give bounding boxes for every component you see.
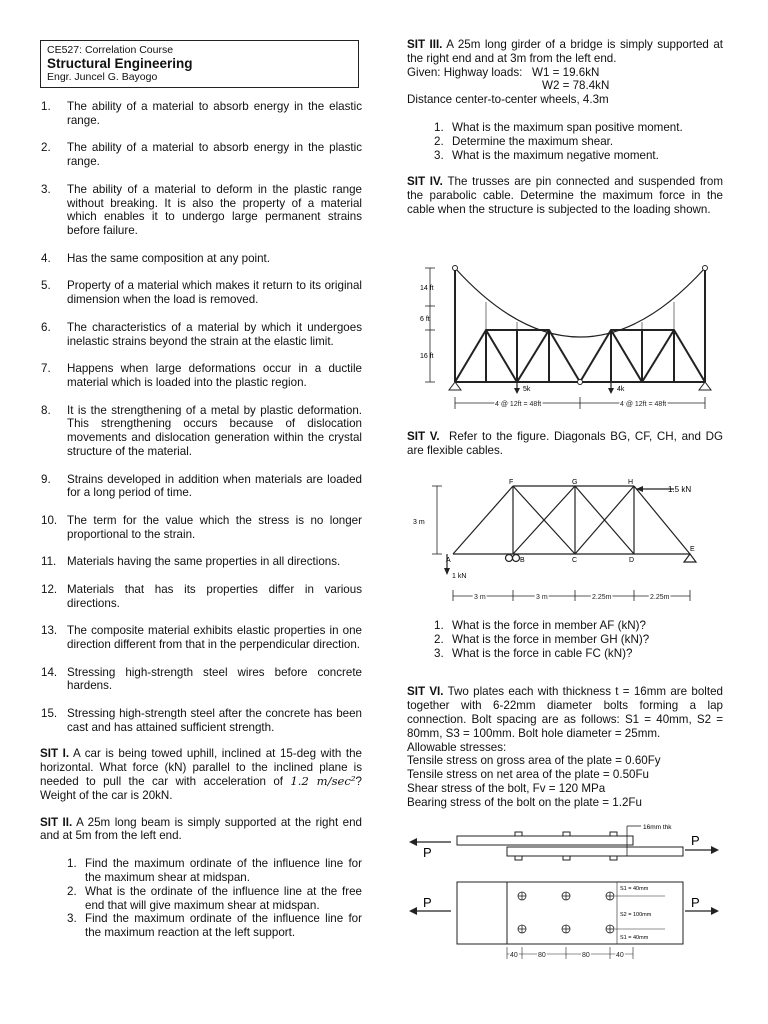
sit5-subquestions	[407, 619, 723, 660]
sub-question: 2. Determine the maximum shear.	[434, 134, 614, 148]
sit2-problem: SIT II. A 25m long beam is simply supported at the right end and at 5m from the left end.	[40, 815, 362, 843]
sit4-problem: SIT IV. The trusses are pin connected and suspended from the parabolic cable. Determine the maximum force in the cable when the structure is subjected to the loading shown.	[407, 175, 724, 216]
sit3-subquestions	[407, 121, 723, 162]
question-item: 6. The characteristics of a material by which it undergoes inelastic strains beyond the strain at the elastic limit.	[41, 320, 362, 348]
load-4k: 4k	[617, 386, 625, 393]
dim-2-25m-1: 2.25m	[592, 594, 612, 601]
bolt-dim-40-right: 40	[616, 952, 624, 959]
course-title: Structural Engineering	[47, 56, 193, 71]
sit4-figure	[410, 256, 720, 416]
question-item: 15. Stressing high-strength steel after the concrete has been cast and has attained sufficient strength.	[41, 707, 362, 734]
sit1-problem: SIT I. A car is being towed uphill, inclined at 15-deg with the horizontal. What force (kN) parallel to the inclined plane is needed to pull the car with acceleration of 1.2 m/sec²? Weight of the car is 20kN.	[40, 747, 362, 802]
load-P-side-left: P	[423, 845, 432, 860]
question-item: 12. Materials that has its properties differ in various directions.	[41, 582, 362, 610]
sit5-figure	[410, 476, 720, 606]
sit3-w2: W2 = 78.4kN	[542, 79, 610, 93]
question-item: 4. Has the same composition at any point.	[41, 251, 270, 265]
sit3-problem: SIT III. A 25m long girder of a bridge is simply supported at the right end and at 3m from the left end.	[407, 38, 723, 65]
bolt-dim-80-1: 80	[538, 952, 546, 959]
load-P-plan-left: P	[423, 895, 432, 910]
dim-14ft: 14 ft	[420, 285, 434, 292]
dim-2-25m-2: 2.25m	[650, 594, 670, 601]
sit5-problem: SIT V. Refer to the figure. Diagonals BG, CF, CH, and DG are flexible cables.	[407, 430, 723, 457]
sub-question: 2. What is the force in member GH (kN)?	[434, 632, 650, 646]
node-D: D	[629, 557, 635, 564]
question-item: 2. The ability of a material to absorb energy in the plastic range.	[41, 141, 362, 169]
question-item: 3. The ability of a material to deform in the plastic range without breaking. It is also the property of a material which enables it to undergo large permanent strains before failure.	[41, 182, 362, 238]
sit3-distance: Distance center-to-center wheels, 4.3m	[407, 93, 609, 107]
question-item: 9. Strains developed in addition when materials are loaded for a long period of time.	[41, 472, 362, 500]
sub-question: 2. What is the ordinate of the influence line at the free end that will give maximum shear at midspan.	[67, 884, 362, 912]
left-column	[40, 40, 362, 940]
question-list	[40, 100, 362, 735]
height-3m: 3 m	[413, 519, 425, 526]
sit6-problem: SIT VI. Two plates each with thickness t = 16mm are bolted together with 6-22mm diameter bolts forming a lap connection. Bolt spacing are as follows: S1 = 40mm, S2 = 80mm, S3 = 100mm. Bolt hole diameter = 25mm.	[407, 685, 723, 740]
node-F: F	[509, 479, 514, 486]
dim-3m-1: 3 m	[474, 594, 486, 601]
load-1kN: 1 kN	[452, 573, 467, 580]
question-item: 11. Materials having the same properties in all directions.	[41, 555, 341, 569]
question-item: 1. The ability of a material to absorb energy in the elastic range.	[41, 100, 362, 127]
node-H: H	[628, 479, 634, 486]
bolt-dim-80-2: 80	[582, 952, 590, 959]
author: Engr. Juncel G. Bayogo	[47, 71, 158, 83]
sub-question: 3. What is the maximum negative moment.	[434, 148, 659, 162]
sit5-block	[407, 430, 723, 458]
question-item: 7. Happens when large deformations occur in a ductile material which is loaded into the plastic region.	[41, 362, 362, 389]
sub-question: 1. Find the maximum ordinate of the influence line for the maximum shear at midspan.	[67, 857, 362, 885]
header-box	[40, 40, 359, 88]
sit3-given: Given: Highway loads: W1 = 19.6kN	[407, 65, 600, 79]
course-code: CE527: Correlation Course	[47, 44, 174, 56]
spacing-s1-bottom: S1 = 40mm	[620, 935, 649, 941]
sub-question: 3. Find the maximum ordinate of the influence line for the maximum reaction at the left support.	[67, 912, 362, 940]
spacing-s2: S2 = 100mm	[620, 912, 652, 918]
sit6-figure	[405, 820, 725, 960]
span-right: 4 @ 12ft = 48ft	[620, 401, 667, 408]
node-A: A	[446, 557, 451, 564]
node-E: E	[690, 546, 695, 553]
load-1-5kN: 1.5 kN	[668, 485, 692, 494]
sit6-allowable: Allowable stresses:	[407, 740, 507, 754]
sit6-line: Tensile stress on net area of the plate = 0.50Fu	[407, 768, 650, 782]
node-G: G	[572, 479, 578, 486]
question-item: 5. Property of a material which makes it return to its original dimension when the load is removed.	[41, 279, 362, 307]
dim-6ft: 6 ft	[420, 316, 430, 323]
sub-question: 1. What is the force in member AF (kN)?	[434, 619, 646, 632]
thickness-label: 16mm thk	[643, 824, 672, 831]
sit2-subquestions	[40, 857, 362, 940]
question-item: 13. The composite material exhibits elastic properties in one direction different from that in the perpendicular direction.	[41, 624, 362, 652]
load-5k: 5k	[523, 386, 531, 393]
load-P-side-right: P	[691, 833, 700, 848]
question-item: 10. The term for the value which the stress is no longer proportional to the strain.	[41, 513, 362, 541]
sit6-line: Tensile stress on gross area of the plate = 0.60Fy	[407, 754, 661, 768]
question-item: 14. Stressing high-strength steel wires before concrete hardens.	[41, 665, 362, 693]
sit5-sit6-block	[407, 619, 723, 810]
spacing-s1-top: S1 = 40mm	[620, 886, 649, 892]
right-column	[407, 38, 723, 217]
bolt-dim-40-left: 40	[510, 952, 518, 959]
node-C: C	[572, 557, 578, 564]
span-left: 4 @ 12ft = 48ft	[495, 401, 542, 408]
sit6-line: Bearing stress of the bolt on the plate = 1.2Fu	[407, 795, 642, 809]
dim-3m-2: 3 m	[536, 594, 548, 601]
dim-16ft: 16 ft	[420, 353, 434, 360]
sub-question: 1. What is the maximum span positive moment.	[434, 120, 683, 134]
sub-question: 3. What is the force in cable FC (kN)?	[434, 646, 633, 660]
node-B: B	[520, 557, 525, 564]
question-item: 8. It is the strengthening of a metal by plastic deformation. This strengthening occurs because of dislocation movements and dislocation generation within the crystal structure of the material.	[41, 403, 362, 458]
sit6-line: Shear stress of the bolt, Fv = 120 MPa	[407, 781, 606, 795]
load-P-plan-right: P	[691, 895, 700, 910]
